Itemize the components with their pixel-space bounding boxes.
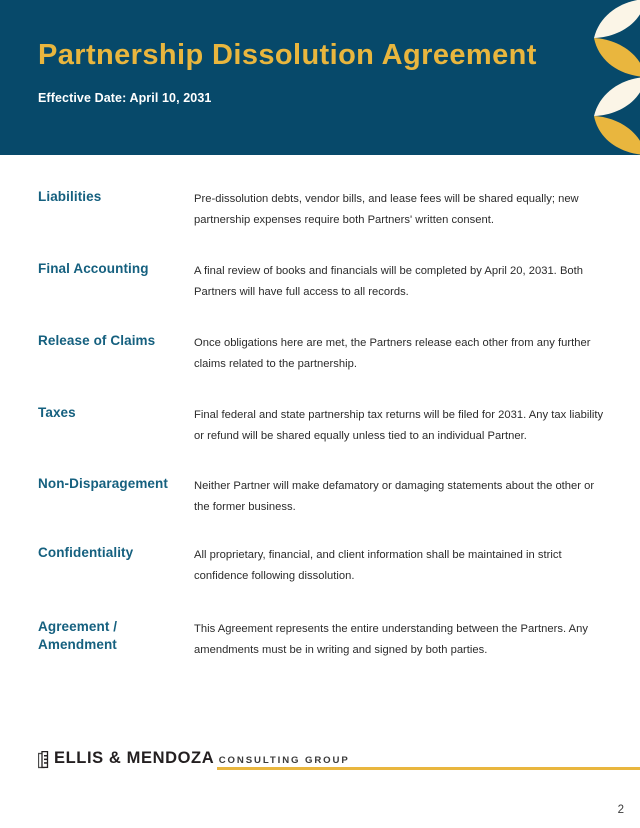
section-release-of-claims <box>0 299 640 371</box>
section-body: Neither Partner will make defamatory or damaging statements about the other or the former business. <box>194 480 595 513</box>
logo-wordmark <box>54 750 350 768</box>
page-title: Partnership Dissolution Agreement <box>38 39 537 71</box>
section-body: This Agreement represents the entire understanding between the Partners. Any amendments must be in writing and signed by both parties. <box>194 623 588 656</box>
petal-cream-1-icon <box>594 0 640 38</box>
monogram-icon <box>38 751 53 770</box>
section-body: All proprietary, financial, and client information shall be maintained in strict confidence following dissolution. <box>194 549 562 582</box>
section-final-accounting <box>0 227 640 299</box>
section-heading: Non-Disparagement <box>38 476 168 491</box>
section-body: Once obligations here are met, the Partners release each other from any further claims related to the partnership. <box>194 337 591 370</box>
petal-gold-1-icon <box>594 38 640 77</box>
petal-cream-2-icon <box>594 77 640 116</box>
section-heading: Liabilities <box>38 189 102 204</box>
section-heading: Confidentiality <box>38 545 134 560</box>
section-heading: Agreement / Amendment <box>38 619 118 653</box>
section-agreement-amendment <box>0 585 640 657</box>
document-header <box>0 0 640 155</box>
page-number: 2 <box>617 804 624 816</box>
section-confidentiality <box>0 513 640 585</box>
section-heading: Taxes <box>38 405 76 420</box>
section-non-disparagement <box>0 443 640 513</box>
petal-gold-2-icon <box>594 116 640 155</box>
effective-date: Effective Date: April 10, 2031 <box>38 91 212 105</box>
section-liabilities <box>0 155 640 227</box>
petal-decoration <box>594 0 640 155</box>
document-footer <box>0 708 640 828</box>
document-content <box>0 155 640 657</box>
section-taxes <box>0 371 640 443</box>
footer-divider <box>217 767 640 770</box>
section-body: Pre-dissolution debts, vendor bills, and lease fees will be shared equally; new partnership expenses require both Partners' written consent. <box>194 193 579 226</box>
section-heading: Release of Claims <box>38 333 156 348</box>
section-body: Final federal and state partnership tax returns will be filed for 2031. Any tax liability or refund will be shared equally unless tied to an individual Partner. <box>194 409 604 442</box>
section-body: A final review of books and financials will be completed by April 20, 2031. Both Partners will have full access to all records. <box>194 265 584 298</box>
section-heading: Final Accounting <box>38 261 149 276</box>
logo-tagline: CONSULTING GROUP <box>218 755 350 766</box>
logo-company-name: ELLIS & MENDOZA <box>54 749 215 767</box>
